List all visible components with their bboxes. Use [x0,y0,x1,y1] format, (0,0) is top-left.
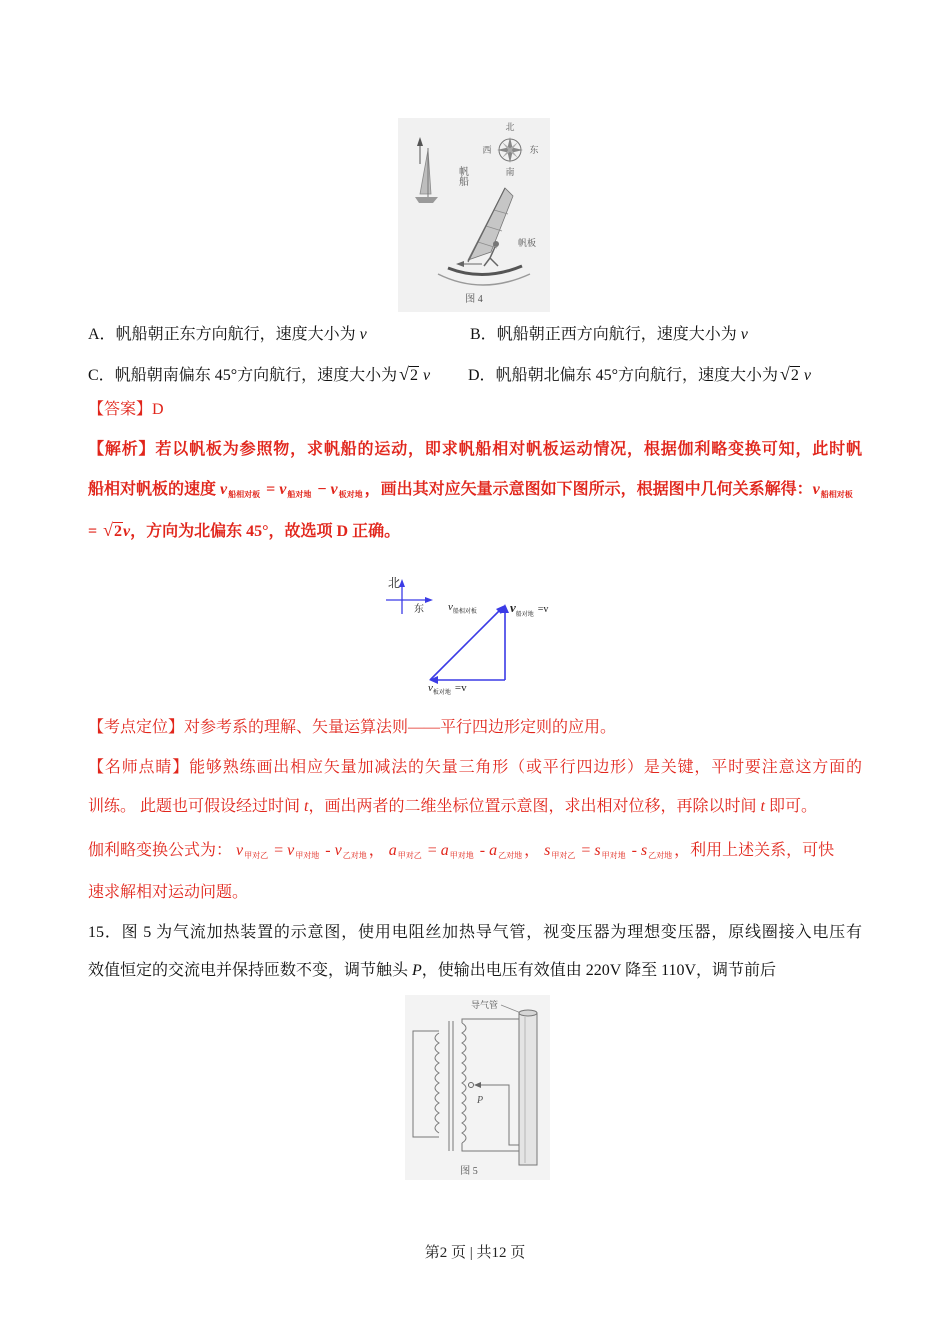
formula-s-eq: = [581,842,591,859]
sailboard-label: 帆板 [518,238,537,248]
option-c-speed: v [422,367,431,384]
key-point-label: 【考点定位】 [88,719,185,736]
formula-s-a: 甲对地 [601,851,626,860]
tip-time-2: t [760,798,765,815]
page-footer: 第2 页 | 共12 页 [424,1245,526,1261]
option-d-letter: D． [468,367,496,384]
analysis-sub-result: 船相对板 [820,490,853,499]
option-d-speed: v [803,367,811,384]
formula-a-eq: = [427,842,437,859]
option-b [470,323,862,349]
formula-a-symbol: a [388,842,397,859]
tip-line-1 [88,756,862,782]
vector-diagram [380,570,570,700]
formula-a-b-symbol: a [489,842,498,859]
question-15-text-2b: ，使输出电压有效值由 220V 降至 110V，调节前后 [421,962,777,979]
formula-v-eq: = [274,842,284,859]
tip-text-2b: ，画出两者的二维坐标位置示意图，求出相对位移，再除以时间 [308,798,761,815]
formula-s-b-symbol: s [640,842,648,859]
tip-text-1: 能够熟练画出相应矢量加减法的矢量三角形（或平行四边形）是关键，平时要注意这方面的 [189,759,862,776]
galileo-tail: 利用上述关系，可快 [690,842,835,859]
question-15-text-1: 图 5 为气流加热装置的示意图，使用电阻丝加热导气管，视变压器为理想变压器，原线圈接入电压有 [121,924,862,941]
tube-label: 导气管 [471,1000,499,1010]
formula-v-op: - [325,842,331,859]
analysis-minus: − [317,481,327,498]
galileo-text-2: 速求解相对运动问题。 [88,884,249,901]
formula-v-symbol: v [236,842,244,859]
compass-north-label: 北 [505,122,515,132]
relative-velocity-label [448,601,477,615]
analysis-line-2 [88,478,862,504]
tip-text-2a: 训练。 此题也可假设经过时间 [88,798,305,815]
answer-label: 【答案】 [88,401,153,418]
analysis-equals: = [266,481,276,498]
option-c-radicand: 2 [409,367,418,384]
formula-s-a-symbol: s [594,842,601,859]
vector-diagram-svg [380,570,570,700]
option-a-letter: A． [88,326,116,343]
vector-triangle [429,604,509,684]
tip-label: 【名师点睛】 [88,759,190,776]
east-axis-arrow-head [425,597,433,603]
formula-a-a-symbol: a [440,842,449,859]
question-15-line-1 [88,921,862,947]
galileo-line-1 [88,839,862,865]
question-15-number: 15． [88,924,122,941]
formula-s-symbol: s [544,842,551,859]
question-15-text-2a: 效值恒定的交流电并保持匝数不变，调节触头 [88,962,413,979]
figure-5-caption: 图 5 [460,1166,478,1177]
board-velocity-symbol: v [428,682,433,694]
figure-4-background [398,118,550,312]
key-point-line [88,716,862,742]
option-b-text: 帆船朝正西方向航行，速度大小为 [496,326,741,343]
analysis-label: 【解析】 [88,441,156,458]
formula-a-a: 甲对地 [449,851,474,860]
boat-velocity-symbol: v [510,600,516,615]
formula-v-rel: 甲对乙 [244,851,269,860]
key-point-text: 对参考系的理解、矢量运算法则——平行四边形定则的应用。 [184,719,617,736]
formula-a-rel: 甲对乙 [397,851,422,860]
option-d-radical-sign: √ [779,364,790,384]
analysis-result-equals: = [88,523,98,540]
sailboat-label: 帆船 [456,166,468,186]
tube-top [519,1010,537,1016]
tip-line-2 [88,795,862,821]
board-velocity-label [428,682,467,696]
compass-south-label: 南 [505,167,515,177]
galileo-intro: 伽利略变换公式为： [88,842,233,859]
analysis-radicand: 2 [114,523,123,540]
analysis-sub-board: 板对地 [338,490,363,499]
option-d-text: 帆船朝北偏东 45°方向航行，速度大小为 [495,367,778,384]
sailboard-rider-head [493,241,499,247]
analysis-text-1: 若以帆板为参照物，求帆船的运动，即求帆船相对帆板运动情况，根据伽利略变换可知，此时帆 [155,441,862,458]
figure-4-svg [398,118,550,312]
analysis-v-boat: v [279,481,287,498]
formula-v-a-symbol: v [287,842,295,859]
analysis-radical-sign: √ [103,520,114,540]
formula-s-op: - [631,842,637,859]
east-axis-label: 东 [414,604,424,615]
analysis-text-3: ，方向为北偏东 45°，故选项 D 正确。 [130,523,401,540]
analysis-text-2-mid: ，画出其对应矢量示意图如下图所示，根据图中几何关系解得： [364,481,813,498]
formula-a-b: 乙对地 [498,851,523,860]
north-axis-label: 北 [388,576,401,590]
analysis-line-1 [88,438,862,464]
formula-v-b: 乙对地 [342,851,367,860]
option-c-letter: C． [88,367,115,384]
relative-velocity-vector [430,608,502,680]
compass-east-label: 东 [529,145,539,155]
board-velocity-value: =v [454,682,467,694]
formula-a-op: - [479,842,486,859]
formula-a-sep: ， [524,842,541,859]
heating-tube [519,1010,537,1165]
option-a-text: 帆船朝正东方向航行，速度大小为 [115,326,360,343]
tube-body [519,1013,537,1165]
option-c [88,362,458,388]
analysis-result-v: v [123,523,131,540]
figure-5-svg [405,995,550,1180]
figure-5 [405,995,550,1180]
analysis-sub-relative: 船相对板 [228,490,261,499]
answer-line [88,398,862,424]
option-b-letter: B． [470,326,497,343]
option-c-radical-sign: √ [399,364,409,384]
option-d [468,362,862,388]
question-15-line-2 [88,959,862,985]
analysis-text-2-start: 船相对帆板的速度 [88,481,221,498]
analysis-line-3 [88,518,862,544]
analysis-v-result: v [812,481,820,498]
boat-velocity-label [510,600,548,618]
tip-text-2c: 即可。 [764,798,817,815]
option-c-text: 帆船朝南偏东 45°方向航行，速度大小为 [114,367,398,384]
analysis-sub-boat: 船对地 [287,490,312,499]
analysis-v-board: v [330,481,338,498]
answer-value: D [152,401,164,418]
figure-4-caption: 图 4 [465,294,483,305]
formula-s-sep: ， [674,842,691,859]
galileo-line-2 [88,881,862,907]
compass-west-label: 西 [482,145,492,155]
formula-s-rel: 甲对乙 [551,851,576,860]
boat-velocity-value: =v [537,604,549,615]
analysis-v-relative: v [220,481,228,498]
formula-s-b: 乙对地 [648,851,673,860]
boat-velocity-subscript: 船对地 [515,612,534,618]
relative-velocity-symbol: v [448,601,453,613]
formula-v-a: 甲对地 [295,851,320,860]
tip-time-1: t [304,798,309,815]
sliding-contact-point [469,1083,474,1088]
contact-p-label: P [477,1095,484,1106]
board-velocity-subscript: 板对地 [432,690,451,696]
question-15-contact-p: P [412,962,422,979]
option-b-speed: v [740,326,748,343]
relative-velocity-subscript: 船相对板 [452,609,477,615]
figure-4 [398,118,550,312]
option-a [88,323,458,349]
formula-v-b-symbol: v [334,842,342,859]
option-d-radicand: 2 [790,367,799,384]
formula-v-sep: ， [368,842,385,859]
option-a-speed: v [359,326,367,343]
